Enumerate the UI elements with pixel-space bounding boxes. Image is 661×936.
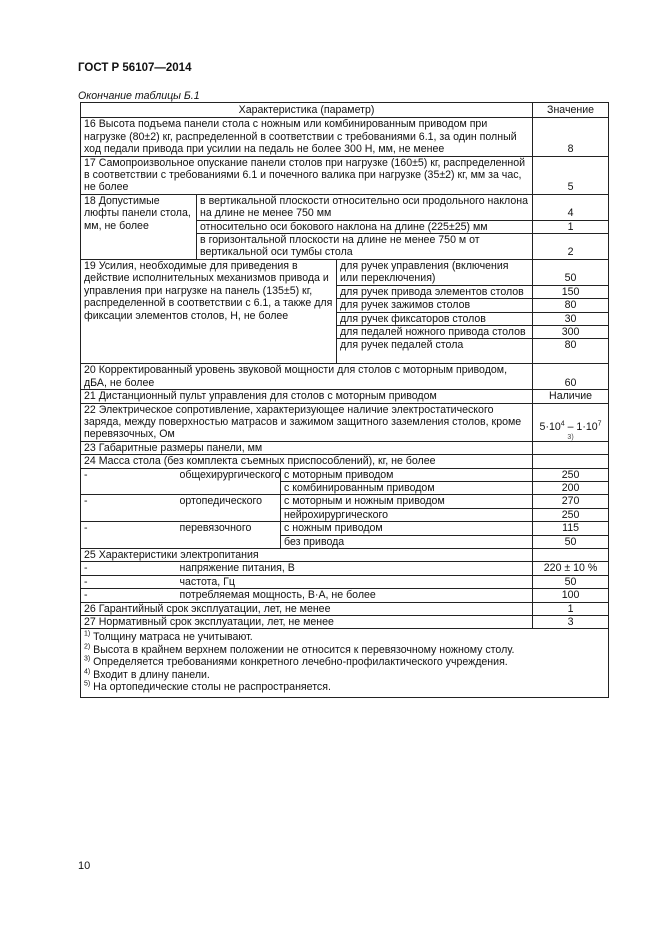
page-number: 10 [78, 860, 91, 872]
row-19-a [81, 259, 609, 285]
footnote-mark: 1) [84, 630, 91, 638]
row-25-power [81, 589, 609, 602]
row-17-text: 17 Самопроизвольное опускание панели столов при нагрузке (160±5) кг, распределенной в соответствии с требованиями 6.1 и почечного валика при нагрузке (35±2) кг, мм за час, не более [81, 156, 533, 194]
row-18-a [81, 194, 609, 220]
row-21-value: Наличие [533, 390, 609, 403]
row-22-value-exponent: 4 [560, 420, 565, 428]
row-16 [81, 118, 609, 156]
row-18-item-text: в вертикальной плоскости относительно оси продольного наклона на длине не менее 750 мм [197, 194, 533, 220]
row-25-frequency [81, 575, 609, 588]
row-19-item-text: для педалей ножного привода столов [337, 325, 533, 338]
footnote-mark: 2) [84, 643, 91, 651]
footnotes [81, 629, 609, 698]
row-25-item-value: 100 [533, 589, 609, 602]
footnote-mark: 4) [84, 668, 91, 676]
row-18-item-text: относительно оси бокового наклона на длине (225±25) мм [197, 220, 533, 233]
column-header-value: Значение [533, 103, 609, 118]
row-24-drive: с моторным и ножным приводом [281, 495, 533, 508]
row-25-dash: - [81, 562, 177, 575]
row-17-value: 5 [533, 156, 609, 194]
row-25-value [533, 549, 609, 562]
row-19-item-text: для ручек управления (включения или переключения) [337, 259, 533, 285]
row-22 [81, 403, 609, 441]
row-25-item-value: 50 [533, 575, 609, 588]
row-19-label: 19 Усилия, необходимые для приведения в действие исполнительных механизмов привода и управления при нагрузке на панель (135±5) кг, распределенной в соответствии с 6.1, а также для фиксации элементов столов, Н, не более [81, 259, 337, 363]
row-24-group-general [81, 468, 609, 481]
row-20 [81, 364, 609, 390]
row-18-item-value: 2 [533, 234, 609, 260]
footnote-mark: 3) [84, 655, 91, 663]
row-24-group-ortho [81, 495, 609, 508]
footnote-text: Определяется требованиями конкретного лечебно-профилактического учреждения. [90, 656, 508, 669]
row-24-text: 24 Масса стола (без комплекта съемных приспособлений), кг, не более [81, 455, 533, 468]
column-header-characteristic: Характеристика (параметр) [81, 103, 533, 118]
row-24-dash: - [81, 468, 177, 495]
row-22-value-exponent: 7 [597, 420, 602, 428]
row-19-item-value: 30 [533, 312, 609, 325]
row-22-value-base: 5·10 [539, 421, 561, 434]
row-24-drive: с комбинированным приводом [281, 481, 533, 494]
row-24-value: 200 [533, 481, 609, 494]
row-19-item-value: 300 [533, 325, 609, 338]
row-22-value [533, 403, 609, 441]
row-19-item-value: 50 [533, 259, 609, 285]
row-25 [81, 549, 609, 562]
row-25-text: 25 Характеристики электропитания [81, 549, 533, 562]
row-19-item-text: для ручек зажимов столов [337, 299, 533, 312]
row-19-item-text: для ручек педалей стола [337, 339, 533, 364]
row-25-item-text: частота, Гц [177, 575, 533, 588]
footnote-text: Высота в крайнем верхнем положении не относится к перевязочному ножному столу. [90, 643, 515, 656]
footnote-text: Толщину матраса не учитывают. [90, 631, 253, 644]
row-24-value: 50 [533, 535, 609, 548]
characteristics-table [80, 102, 609, 698]
row-20-text: 20 Корректированный уровень звуковой мощности для столов с моторным приводом, дБА, не более [81, 364, 533, 390]
row-22-footnote-ref: 3) [567, 433, 574, 441]
row-24-drive: с моторным приводом [281, 468, 533, 481]
row-16-text: 16 Высота подъема панели стола с ножным или комбинированным приводом при нагрузке (80±2) кг, распределенной в соответствии с требованиями 6.1, за один полный ход педали привода при усилии на педаль не более 300 Н, мм, не менее [81, 118, 533, 156]
row-24-dash: - [81, 495, 177, 522]
row-20-value: 60 [533, 364, 609, 390]
footnote [84, 681, 605, 693]
row-24-drive: без привода [281, 535, 533, 548]
table-header-row [81, 103, 609, 118]
document-code: ГОСТ Р 56107—2014 [78, 62, 192, 74]
row-24 [81, 455, 609, 468]
row-21 [81, 390, 609, 403]
row-24-drive: нейрохирургического [281, 508, 533, 521]
row-19-item-value: 80 [533, 299, 609, 312]
row-25-voltage [81, 562, 609, 575]
row-24-value [533, 455, 609, 468]
row-25-item-text: потребляемая мощность, В·А, не более [177, 589, 533, 602]
footnote-text: Входит в длину панели. [90, 668, 210, 681]
row-25-item-text: напряжение питания, В [177, 562, 533, 575]
row-26 [81, 602, 609, 615]
row-24-dash: - [81, 522, 177, 549]
row-18-item-value: 4 [533, 194, 609, 220]
row-24-table-type: общехирургического [177, 468, 281, 495]
footnote [84, 644, 605, 656]
footnote [84, 631, 605, 643]
row-16-value: 8 [533, 118, 609, 156]
row-18-item-value: 1 [533, 220, 609, 233]
row-18-item-text: в горизонтальной плоскости на длине не менее 750 м от вертикальной оси тумбы стола [197, 234, 533, 260]
row-22-text: 22 Электрическое сопротивление, характеризующее наличие электростатического заряда, между поверхностью матрасов и зажимом защитного заземления столов, кроме перевязочных, Ом [81, 403, 533, 441]
row-25-dash: - [81, 575, 177, 588]
row-24-value: 115 [533, 522, 609, 535]
footnote-mark: 5) [84, 680, 91, 688]
row-23-text: 23 Габаритные размеры панели, мм [81, 441, 533, 454]
table-caption: Окончание таблицы Б.1 [78, 90, 200, 102]
row-25-item-value: 220 ± 10 % [533, 562, 609, 575]
row-24-value: 270 [533, 495, 609, 508]
row-19-item-value: 80 [533, 339, 609, 364]
row-27-text: 27 Нормативный срок эксплуатации, лет, не менее [81, 616, 533, 629]
row-19-item-text: для ручек привода элементов столов [337, 285, 533, 298]
row-21-text: 21 Дистанционный пульт управления для столов с моторным приводом [81, 390, 533, 403]
row-24-group-dressing [81, 522, 609, 535]
row-27-value: 3 [533, 616, 609, 629]
row-24-table-type: ортопедического [177, 495, 281, 522]
row-27 [81, 616, 609, 629]
row-19-item-value: 150 [533, 285, 609, 298]
row-19-item-text: для ручек фиксаторов столов [337, 312, 533, 325]
row-22-value-mid: – 1·10 [564, 421, 598, 434]
footnote-text: На ортопедические столы не распространяется. [90, 681, 331, 694]
row-25-dash: - [81, 589, 177, 602]
row-24-value: 250 [533, 468, 609, 481]
row-18-label: 18 Допустимые люфты панели стола, мм, не более [81, 194, 197, 259]
row-23-value [533, 441, 609, 454]
row-24-table-type: перевязочного [177, 522, 281, 549]
row-23 [81, 441, 609, 454]
footnote [84, 669, 605, 681]
footnotes-row [81, 629, 609, 698]
footnote [84, 656, 605, 668]
row-24-drive: с ножным приводом [281, 522, 533, 535]
row-26-value: 1 [533, 602, 609, 615]
row-17 [81, 156, 609, 194]
row-24-value: 250 [533, 508, 609, 521]
row-26-text: 26 Гарантийный срок эксплуатации, лет, не менее [81, 602, 533, 615]
